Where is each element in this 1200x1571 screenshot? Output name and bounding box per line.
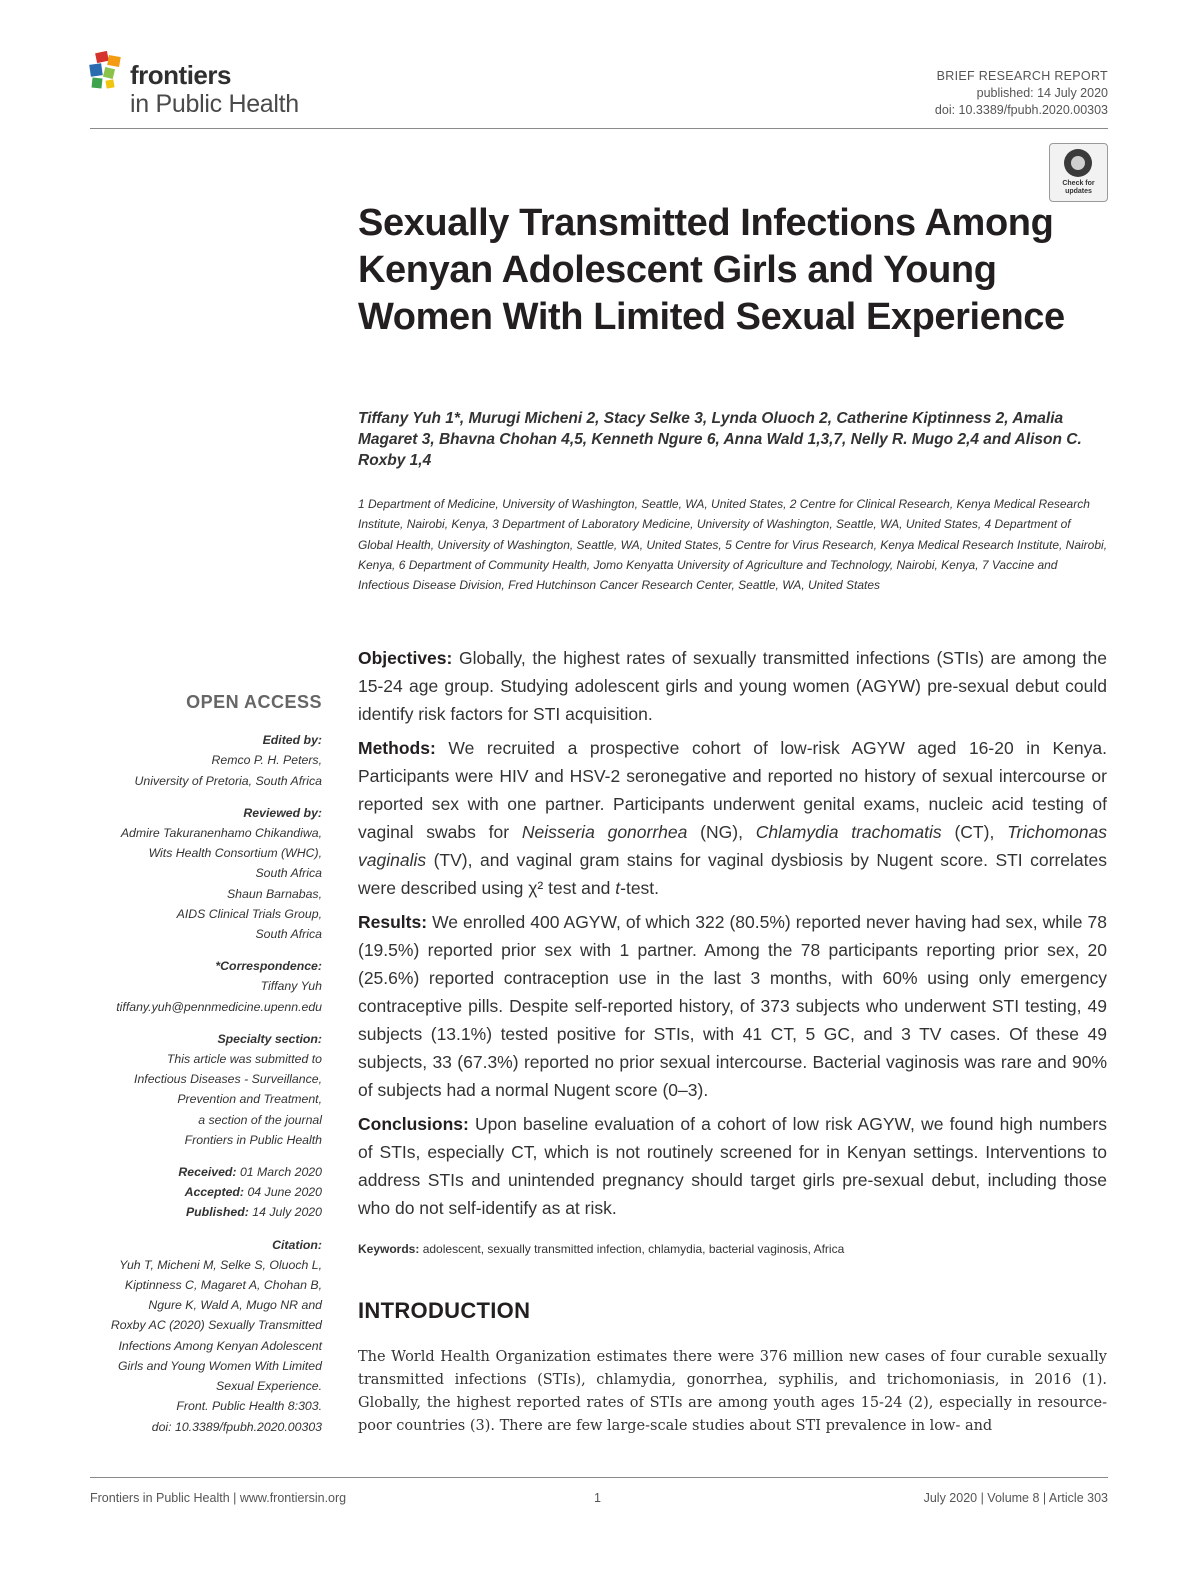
page-number: 1 xyxy=(594,1491,601,1505)
citation-label: Citation: xyxy=(272,1237,322,1252)
article-title: Sexually Transmitted Infections Among Kenyan Adolescent Girls and Young Women With Limited Sexual Experience xyxy=(358,202,1065,338)
specialty-line: a section of the journal xyxy=(198,1112,322,1127)
reviewer-affiliation: AIDS Clinical Trials Group, xyxy=(176,906,322,921)
specialty-line: Prevention and Treatment, xyxy=(177,1092,322,1107)
check-for-updates-badge[interactable] xyxy=(1049,143,1108,202)
keywords: Keywords: adolescent, sexually transmitted infection, chlamydia, bacterial vaginosis, Africa xyxy=(358,1242,845,1256)
footer-issue: July 2020 | Volume 8 | Article 303 xyxy=(923,1491,1108,1505)
reviewer-name: Shaun Barnabas, xyxy=(226,886,322,901)
abstract-methods: Methods: We recruited a prospective cohort of low-risk AGYW aged 16-20 in Kenya. Participants were HIV and HSV-2 seronegative and reported no history of sexual intercourse or reported sex with one partner. Participants underwent genital exams, nucleic acid testing of vaginal swabs for Neisseria gonorrhea (NG), Chlamydia trachomatis (CT), Trichomonas vaginalis (TV), and vaginal gram stains for vaginal dysbiosis by Nugent score. STI correlates were described using χ² test and t-test. xyxy=(358,738,1108,898)
article-sidebar xyxy=(70,692,322,1437)
citation-line: Roxby AC (2020) Sexually Transmitted xyxy=(110,1318,322,1333)
reviewer-name: Admire Takuranenhamo Chikandiwa, xyxy=(120,826,322,841)
received-date: Received: 01 March 2020 xyxy=(178,1165,322,1180)
accepted-date: Accepted: 04 June 2020 xyxy=(184,1185,322,1200)
reviewer-affiliation: South Africa xyxy=(255,927,322,942)
specialty-line: Frontiers in Public Health xyxy=(184,1132,322,1147)
abstract-results: Results: We enrolled 400 AGYW, of which 322 (80.5%) reported never having had sex, while 78 (19.5%) reported prior sex with 1 partner. Among the 78 participants reporting prior sex, 20 (25.6%) reported contraception use in the last 3 months, with 60% using only emergency contraceptive pills. Despite self-reported history, of 373 subjects who underwent STI testing, 49 subjects (13.1%) tested positive for STIs, with 41 CT, 5 GC, and 3 TV cases. Of these 49 subjects, 33 (67.3%) reported no prior sexual intercourse. Bacterial vaginosis was rare and 90% of subjects had a normal Nugent score (0–3). xyxy=(358,912,1107,1100)
journal-name: in Public Health xyxy=(130,90,299,118)
published-date: Published: 14 July 2020 xyxy=(185,1205,322,1220)
correspondence-email[interactable]: tiffany.yuh@pennmedicine.upenn.edu xyxy=(116,999,322,1014)
published-date-header: published: 14 July 2020 xyxy=(976,86,1108,100)
editor-affiliation: University of Pretoria, South Africa xyxy=(134,773,322,788)
citation-line: Sexual Experience. xyxy=(216,1379,322,1394)
reviewed-by-label: Reviewed by: xyxy=(243,805,322,820)
footer-divider xyxy=(90,1477,1108,1478)
author-list: Tiffany Yuh 1*, Murugi Micheni 2, Stacy Selke 3, Lynda Oluoch 2, Catherine Kiptinness 2, Amalia Magaret 3, Bhavna Chohan 4,5, Kenneth Ngure 6, Anna Wald 1,3,7, Nelly R. Mugo 2,4 and Alison C. Roxby 1,4 xyxy=(358,410,1082,469)
header-divider xyxy=(90,128,1108,129)
citation-line: Kiptinness C, Magaret A, Chohan B, xyxy=(124,1278,322,1293)
logo-wordmark: frontiers xyxy=(130,60,231,90)
article-meta-header xyxy=(935,68,1108,119)
citation-line: Girls and Young Women With Limited xyxy=(117,1358,322,1373)
citation-line: Front. Public Health 8:303. xyxy=(176,1399,322,1414)
frontiers-logo-icon xyxy=(88,50,128,96)
section-heading-introduction: INTRODUCTION xyxy=(358,1298,531,1323)
article-type: BRIEF RESEARCH REPORT xyxy=(936,69,1108,83)
citation-doi[interactable]: doi: 10.3389/fpubh.2020.00303 xyxy=(151,1419,322,1434)
check-updates-label: Check for updates xyxy=(1062,180,1095,195)
editor-name: Remco P. H. Peters, xyxy=(211,753,322,768)
introduction-text: The World Health Organization estimates there were 376 million new cases of four curable sexually transmitted infections (STIs), chlamydia, gonorrhea, syphilis, and trichomoniasis, in 2016 (1). Globally, the highest reported rates of STIs are among youth ages 15-24 (2), especially in resource-poor countries (3). There are few large-scale studies about STI prevalence in low- and xyxy=(358,1349,1107,1434)
affiliations: 1 Department of Medicine, University of Washington, Seattle, WA, United States, 2 Centre for Clinical Research, Kenya Medical Research Institute, Nairobi, Kenya, 3 Department of Laboratory Medicine, University of Washington, Seattle, WA, United States, 4 Department of Global Health, University of Washington, Seattle, WA, United States, 5 Centre for Virus Research, Kenya Medical Research Institute, Nairobi, Kenya, 6 Department of Community Health, Jomo Kenyatta University of Agriculture and Technology, Nairobi, Kenya, 7 Vaccine and Infectious Disease Division, Fred Hutchinson Cancer Research Center, Seattle, WA, United States xyxy=(358,497,1108,593)
abstract-conclusions: Conclusions: Upon baseline evaluation of a cohort of low risk AGYW, we found high numbers of STIs, especially CT, which is not routinely screened for in Kenyan settings. Interventions to address STIs and unintended pregnancy should target girls pre-sexual debut, including those who do not self-identify as at risk. xyxy=(358,1114,1107,1218)
footer-journal[interactable]: Frontiers in Public Health | www.frontiersin.org xyxy=(90,1491,347,1505)
reviewer-affiliation: Wits Health Consortium (WHC), xyxy=(148,846,322,861)
specialty-section-label: Specialty section: xyxy=(217,1031,322,1046)
specialty-line: Infectious Diseases - Surveillance, xyxy=(134,1072,322,1087)
citation-line: Ngure K, Wald A, Mugo NR and xyxy=(148,1298,322,1313)
open-access-label: OPEN ACCESS xyxy=(186,692,322,712)
doi-header[interactable]: doi: 10.3389/fpubh.2020.00303 xyxy=(934,103,1108,117)
correspondence-name: Tiffany Yuh xyxy=(260,979,322,994)
journal-logo xyxy=(88,50,328,120)
specialty-line: This article was submitted to xyxy=(166,1052,322,1067)
citation-line: Infections Among Kenyan Adolescent xyxy=(118,1338,322,1353)
correspondence-label: *Correspondence: xyxy=(215,959,322,974)
reviewer-affiliation: South Africa xyxy=(255,866,322,881)
abstract xyxy=(358,644,1107,1228)
edited-by-label: Edited by: xyxy=(262,733,322,748)
citation-line: Yuh T, Micheni M, Selke S, Oluoch L, xyxy=(119,1257,322,1272)
abstract-objectives: Objectives: Globally, the highest rates of sexually transmitted infections (STIs) are among the 15-24 age group. Studying adolescent girls and young women (AGYW) pre-sexual debut could identify risk factors for STI acquisition. xyxy=(358,648,1107,724)
check-updates-icon xyxy=(1064,149,1092,177)
